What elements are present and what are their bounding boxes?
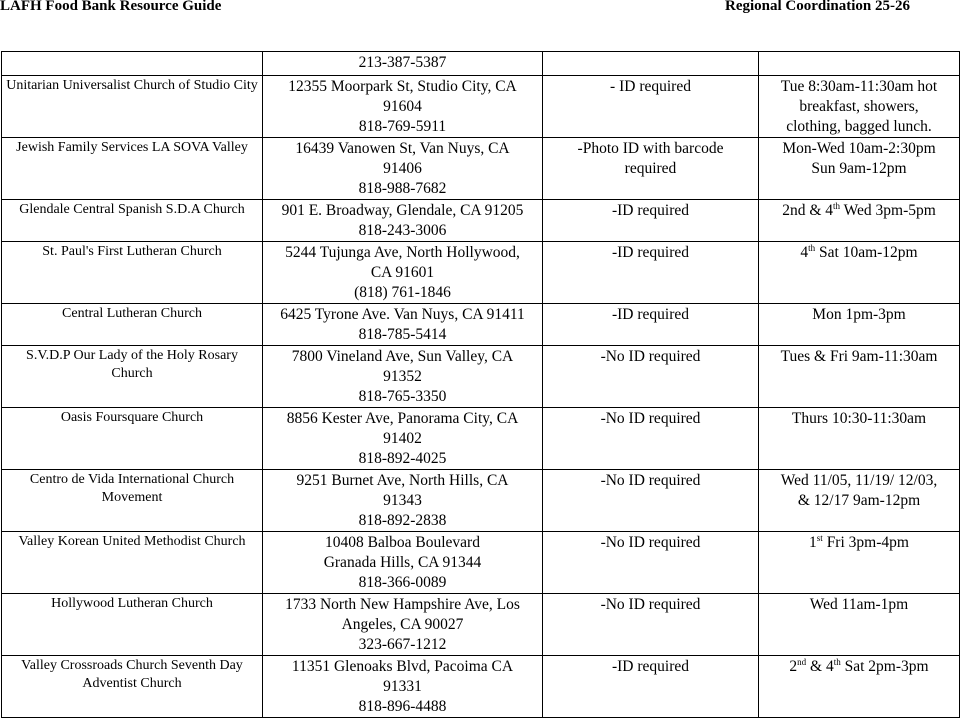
ordinal-suffix: th <box>833 201 841 211</box>
id-requirement-cell-line: -No ID required <box>600 410 701 427</box>
address-cell <box>263 304 543 346</box>
id-requirement-cell <box>543 138 759 200</box>
address-cell-line: 91604 <box>383 98 422 115</box>
org-name-cell <box>2 52 263 76</box>
address-cell <box>263 656 543 718</box>
address-cell-line: 5244 Tujunga Ave, North Hollywood, <box>285 244 520 261</box>
address-cell-line: 91402 <box>383 430 422 447</box>
id-requirement-cell <box>543 200 759 242</box>
org-name-cell: S.V.D.P Our Lady of the Holy Rosary Church <box>2 346 263 408</box>
id-requirement-cell-line: -ID required <box>611 244 690 261</box>
hours-cell <box>759 200 960 242</box>
address-cell-line: 16439 Vanowen St, Van Nuys, CA <box>295 140 510 157</box>
hours-cell-line: Thurs 10:30-11:30am <box>791 410 927 427</box>
id-requirement-cell <box>543 76 759 138</box>
table-row <box>2 408 960 470</box>
org-name-cell: Oasis Foursquare Church <box>2 408 263 470</box>
address-cell <box>263 52 543 76</box>
address-cell <box>263 594 543 656</box>
hours-cell-line: Mon 1pm-3pm <box>812 306 906 323</box>
hours-cell <box>759 138 960 200</box>
address-cell <box>263 408 543 470</box>
id-requirement-cell-line: -No ID required <box>600 348 701 365</box>
address-cell-line: 7800 Vineland Ave, Sun Valley, CA <box>291 348 514 365</box>
hours-text: 2nd & 4 <box>782 202 834 219</box>
ordinal-suffix: th <box>833 657 841 667</box>
hours-cell-line: Mon-Wed 10am-2:30pm <box>782 140 936 157</box>
address-cell <box>263 346 543 408</box>
address-cell-line: (818) 761-1846 <box>354 284 451 301</box>
address-cell <box>263 138 543 200</box>
org-name-cell: Valley Korean United Methodist Church <box>2 532 263 594</box>
table-row <box>2 470 960 532</box>
hours-cell-line: clothing, bagged lunch. <box>786 118 932 135</box>
address-cell-line: 818-243-3006 <box>358 222 447 239</box>
address-cell-line: 91343 <box>383 492 422 509</box>
hours-cell <box>759 76 960 138</box>
address-cell-line: 818-892-4025 <box>358 450 447 467</box>
address-cell <box>263 242 543 304</box>
header-right-title: Regional Coordination 25-26 <box>724 0 910 14</box>
address-cell-line: 818-366-0089 <box>358 574 447 591</box>
table-row <box>2 594 960 656</box>
address-cell <box>263 200 543 242</box>
org-name-cell: Glendale Central Spanish S.D.A Church <box>2 200 263 242</box>
ordinal-suffix: st <box>816 533 823 543</box>
address-cell <box>263 76 543 138</box>
address-cell-line: 8856 Kester Ave, Panorama City, CA <box>286 410 519 427</box>
hours-text: & 4 <box>806 658 834 675</box>
hours-text: Fri 3pm-4pm <box>822 534 909 551</box>
org-name-cell: Centro de Vida International Church Movement <box>2 470 263 532</box>
address-cell-line: 9251 Burnet Ave, North Hills, CA <box>296 472 509 489</box>
id-requirement-cell <box>543 304 759 346</box>
hours-cell-line: Wed 11am-1pm <box>809 596 909 613</box>
id-requirement-cell-line: - ID required <box>610 78 691 95</box>
hours-cell-line: & 12/17 9am-12pm <box>797 492 921 509</box>
id-requirement-cell-line: -No ID required <box>600 534 701 551</box>
hours-cell-line: Tue 8:30am-11:30am hot <box>780 78 938 95</box>
address-cell-line: 323-667-1212 <box>358 636 447 653</box>
id-requirement-cell <box>543 242 759 304</box>
address-cell-line: Granada Hills, CA 91344 <box>323 554 482 571</box>
id-requirement-cell <box>543 656 759 718</box>
address-cell-line: 818-988-7682 <box>358 180 447 197</box>
hours-cell <box>759 346 960 408</box>
org-name-cell: Unitarian Universalist Church of Studio City <box>2 76 263 138</box>
hours-text: Wed 3pm-5pm <box>840 202 936 219</box>
org-name-cell: St. Paul's First Lutheran Church <box>2 242 263 304</box>
hours-text: 4 <box>800 244 809 261</box>
hours-text: 1 <box>809 534 817 551</box>
hours-cell <box>759 52 960 76</box>
address-cell <box>263 532 543 594</box>
address-cell-line: CA 91601 <box>370 264 435 281</box>
address-cell-line: 901 E. Broadway, Glendale, CA 91205 <box>281 202 524 219</box>
table-row <box>2 76 960 138</box>
id-requirement-cell-line: -No ID required <box>600 472 701 489</box>
address-cell-line: 818-896-4488 <box>358 698 447 715</box>
table-row <box>2 200 960 242</box>
address-cell-line: 91331 <box>383 678 422 695</box>
id-requirement-cell <box>543 470 759 532</box>
ordinal-suffix: th <box>808 243 816 253</box>
id-requirement-cell <box>543 532 759 594</box>
hours-cell-line: Tues & Fri 9am-11:30am <box>780 348 938 365</box>
hours-cell <box>759 594 960 656</box>
address-cell-line: 818-785-5414 <box>358 326 447 343</box>
id-requirement-cell-line: -ID required <box>611 658 690 675</box>
address-cell <box>263 470 543 532</box>
table-row <box>2 52 960 76</box>
org-name-cell: Valley Crossroads Church Seventh Day Adventist Church <box>2 656 263 718</box>
id-requirement-cell <box>543 346 759 408</box>
id-requirement-cell <box>543 408 759 470</box>
table-row <box>2 304 960 346</box>
id-requirement-cell <box>543 52 759 76</box>
hours-cell <box>759 242 960 304</box>
hours-cell-line: breakfast, showers, <box>799 98 919 115</box>
hours-cell-line: Sun 9am-12pm <box>811 160 907 177</box>
hours-cell <box>759 304 960 346</box>
hours-cell <box>759 470 960 532</box>
table-body <box>2 52 960 718</box>
id-requirement-cell-line: -Photo ID with barcode <box>577 140 724 157</box>
address-cell-line: Angeles, CA 90027 <box>341 616 464 633</box>
address-cell-line: 10408 Balboa Boulevard <box>325 534 480 551</box>
hours-text: 2 <box>789 658 798 675</box>
org-name-cell: Jewish Family Services LA SOVA Valley <box>2 138 263 200</box>
address-cell-line: 818-892-2838 <box>358 512 447 529</box>
address-cell-line: 818-769-5911 <box>358 118 447 135</box>
hours-cell <box>759 656 960 718</box>
address-cell-line: 91406 <box>383 160 422 177</box>
address-cell-line: 6425 Tyrone Ave. Van Nuys, CA 91411 <box>280 306 525 323</box>
id-requirement-cell-line: -No ID required <box>600 596 701 613</box>
org-name-cell: Hollywood Lutheran Church <box>2 594 263 656</box>
table-row <box>2 656 960 718</box>
table-row <box>2 346 960 408</box>
address-cell-line: 1733 North New Hampshire Ave, Los <box>285 596 520 613</box>
address-cell-line: 11351 Glenoaks Blvd, Pacoima CA <box>291 658 514 675</box>
id-requirement-cell-line: -ID required <box>611 202 690 219</box>
id-requirement-cell-line: -ID required <box>611 306 690 323</box>
table-row <box>2 138 960 200</box>
hours-text: Sat 10am-12pm <box>815 244 918 261</box>
id-requirement-cell-line: required <box>624 160 677 177</box>
address-cell-line: 12355 Moorpark St, Studio City, CA <box>288 78 517 95</box>
hours-cell <box>759 532 960 594</box>
org-name-cell: Central Lutheran Church <box>2 304 263 346</box>
food-bank-table <box>1 51 960 718</box>
hours-text: Sat 2pm-3pm <box>840 658 929 675</box>
hours-cell-line: Wed 11/05, 11/19/ 12/03, <box>780 472 938 489</box>
ordinal-suffix: nd <box>797 657 807 667</box>
table-row <box>2 242 960 304</box>
id-requirement-cell <box>543 594 759 656</box>
address-cell-line: 91352 <box>383 368 422 385</box>
hours-cell <box>759 408 960 470</box>
address-cell-line: 213-387-5387 <box>358 54 447 71</box>
header-left-title: LAFH Food Bank Resource Guide <box>0 0 222 14</box>
address-cell-line: 818-765-3350 <box>358 388 447 405</box>
table-row <box>2 532 960 594</box>
